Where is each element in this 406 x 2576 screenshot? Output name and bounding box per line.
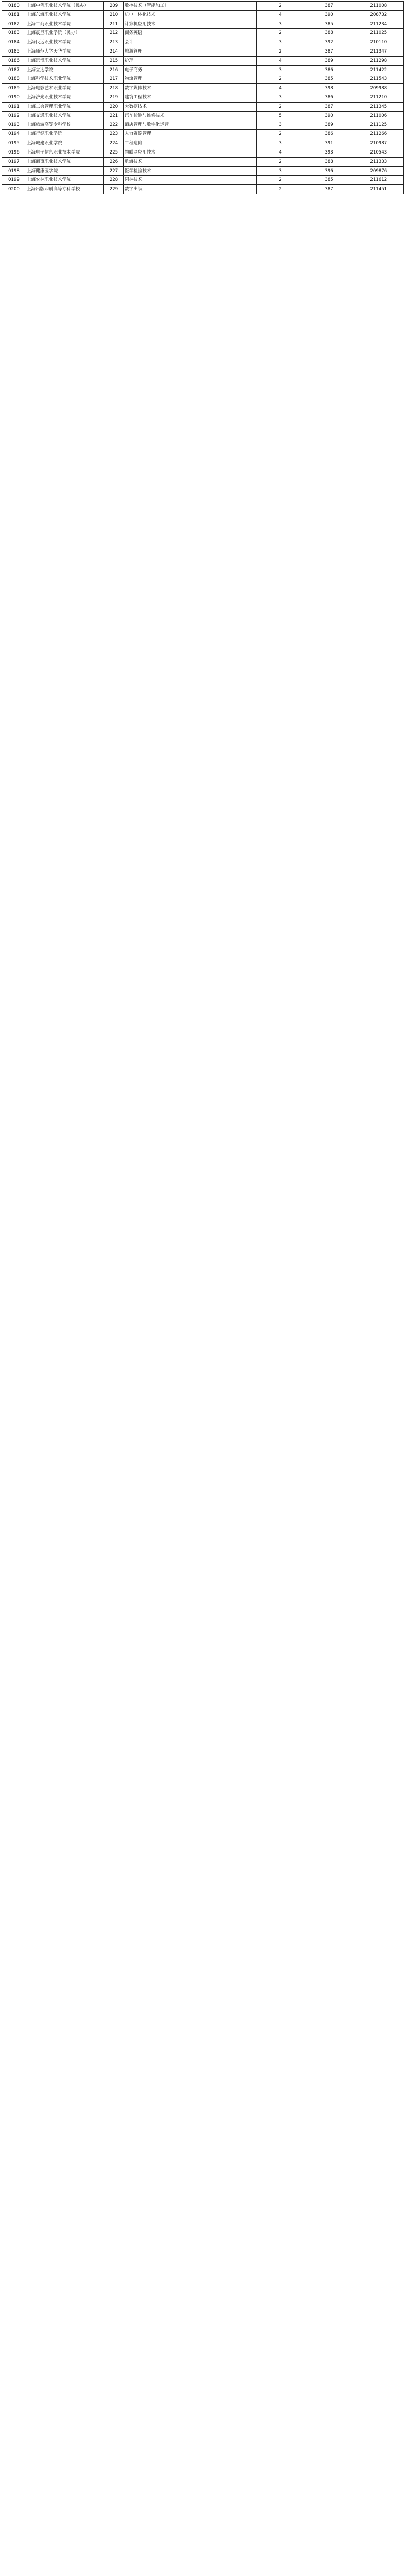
table-cell: 220 [104, 102, 124, 111]
table-cell: 386 [305, 65, 354, 75]
table-cell: 210543 [354, 148, 403, 158]
table-cell: 计算机应用技术 [124, 20, 257, 29]
table-row [2, 121, 404, 130]
table-cell: 4 [256, 84, 305, 93]
table-cell: 0198 [2, 166, 26, 176]
table-cell: 园林技术 [124, 176, 257, 185]
table-cell: 209 [104, 2, 124, 11]
table-cell: 0195 [2, 139, 26, 148]
table-cell: 210987 [354, 139, 403, 148]
table-cell: 390 [305, 111, 354, 121]
table-body [2, 2, 404, 194]
table-cell: 211266 [354, 130, 403, 139]
table-cell: 上海健康医学院 [26, 166, 103, 176]
table-cell: 上海济光职业技术学院 [26, 93, 103, 103]
table-cell: 上海农林职业技术学院 [26, 176, 103, 185]
table-cell: 211543 [354, 75, 403, 84]
table-cell: 388 [305, 29, 354, 38]
table-cell: 3 [256, 93, 305, 103]
table-cell: 211347 [354, 47, 403, 57]
table-cell: 0196 [2, 148, 26, 158]
table-row [2, 111, 404, 121]
table-cell: 211298 [354, 56, 403, 65]
table-cell: 0188 [2, 75, 26, 84]
table-cell: 217 [104, 75, 124, 84]
table-cell: 0190 [2, 93, 26, 103]
table-row [2, 38, 404, 47]
table-cell: 大数据技术 [124, 102, 257, 111]
table-cell: 228 [104, 176, 124, 185]
table-row [2, 65, 404, 75]
table-cell: 电子商务 [124, 65, 257, 75]
table-cell: 酒店管理与数字化运营 [124, 121, 257, 130]
table-cell: 5 [256, 111, 305, 121]
table-row [2, 157, 404, 166]
table-cell: 208732 [354, 10, 403, 20]
table-cell: 数字出版 [124, 185, 257, 194]
table-cell: 386 [305, 130, 354, 139]
table-cell: 214 [104, 47, 124, 57]
table-cell: 3 [256, 166, 305, 176]
table-cell: 211 [104, 20, 124, 29]
table-cell: 航海技术 [124, 157, 257, 166]
table-cell: 223 [104, 130, 124, 139]
table-cell: 210 [104, 10, 124, 20]
table-cell: 211345 [354, 102, 403, 111]
table-cell: 211612 [354, 176, 403, 185]
table-cell: 209988 [354, 84, 403, 93]
table-cell: 218 [104, 84, 124, 93]
table-cell: 工程造价 [124, 139, 257, 148]
table-row [2, 2, 404, 11]
table-cell: 0193 [2, 121, 26, 130]
table-cell: 211451 [354, 185, 403, 194]
table-row [2, 84, 404, 93]
table-cell: 4 [256, 56, 305, 65]
table-cell: 387 [305, 2, 354, 11]
table-cell: 388 [305, 157, 354, 166]
table-cell: 0182 [2, 20, 26, 29]
table-cell: 387 [305, 185, 354, 194]
table-cell: 0192 [2, 111, 26, 121]
table-cell: 212 [104, 29, 124, 38]
table-cell: 上海出版印刷高等专科学校 [26, 185, 103, 194]
table-cell: 393 [305, 148, 354, 158]
table-cell: 387 [305, 102, 354, 111]
table-row [2, 47, 404, 57]
table-cell: 211025 [354, 29, 403, 38]
table-cell: 4 [256, 148, 305, 158]
table-cell: 上海电子信息职业技术学院 [26, 148, 103, 158]
table-cell: 396 [305, 166, 354, 176]
table-cell: 211234 [354, 20, 403, 29]
table-cell: 0180 [2, 2, 26, 11]
table-cell: 3 [256, 65, 305, 75]
table-cell: 211125 [354, 121, 403, 130]
table-cell: 商务英语 [124, 29, 257, 38]
table-cell: 0185 [2, 47, 26, 57]
table-cell: 219 [104, 93, 124, 103]
table-row [2, 148, 404, 158]
table-cell: 3 [256, 20, 305, 29]
table-cell: 211008 [354, 2, 403, 11]
table-cell: 391 [305, 139, 354, 148]
table-cell: 上海震旦职业学院（民办） [26, 29, 103, 38]
table-cell: 392 [305, 38, 354, 47]
table-cell: 209876 [354, 166, 403, 176]
table-cell: 390 [305, 10, 354, 20]
table-cell: 216 [104, 65, 124, 75]
table-cell: 上海海事职业技术学院 [26, 157, 103, 166]
table-cell: 0184 [2, 38, 26, 47]
table-cell: 机电一体化技术 [124, 10, 257, 20]
table-cell: 物流管理 [124, 75, 257, 84]
table-cell: 225 [104, 148, 124, 158]
table-cell: 医学检验技术 [124, 166, 257, 176]
table-cell: 上海电影艺术职业学院 [26, 84, 103, 93]
table-cell: 387 [305, 47, 354, 57]
table-cell: 2 [256, 157, 305, 166]
table-row [2, 185, 404, 194]
table-cell: 227 [104, 166, 124, 176]
table-cell: 旅游管理 [124, 47, 257, 57]
table-cell: 上海中侨职业技术学院（民办） [26, 2, 103, 11]
table-cell: 0191 [2, 102, 26, 111]
table-cell: 4 [256, 10, 305, 20]
table-cell: 385 [305, 176, 354, 185]
table-cell: 上海行健职业学院 [26, 130, 103, 139]
table-cell: 物联网应用技术 [124, 148, 257, 158]
table-row [2, 176, 404, 185]
table-row [2, 93, 404, 103]
table-cell: 0181 [2, 10, 26, 20]
table-cell: 上海工会管理职业学院 [26, 102, 103, 111]
table-cell: 汽车检测与维修技术 [124, 111, 257, 121]
table-cell: 0187 [2, 65, 26, 75]
table-cell: 221 [104, 111, 124, 121]
table-cell: 0200 [2, 185, 26, 194]
table-row [2, 10, 404, 20]
table-cell: 护理 [124, 56, 257, 65]
table-cell: 385 [305, 20, 354, 29]
table-row [2, 139, 404, 148]
table-cell: 上海师范大学天华学院 [26, 47, 103, 57]
table-cell: 226 [104, 157, 124, 166]
admission-table [2, 1, 404, 194]
table-cell: 389 [305, 56, 354, 65]
table-cell: 385 [305, 75, 354, 84]
table-cell: 2 [256, 185, 305, 194]
table-cell: 会计 [124, 38, 257, 47]
table-cell: 上海旅游高等专科学校 [26, 121, 103, 130]
table-cell: 2 [256, 75, 305, 84]
table-row [2, 56, 404, 65]
table-cell: 213 [104, 38, 124, 47]
table-cell: 2 [256, 130, 305, 139]
table-cell: 2 [256, 102, 305, 111]
table-cell: 上海民远职业技术学院 [26, 38, 103, 47]
table-cell: 数字媒体技术 [124, 84, 257, 93]
table-row [2, 102, 404, 111]
table-cell: 2 [256, 47, 305, 57]
table-cell: 0186 [2, 56, 26, 65]
table-cell: 0197 [2, 157, 26, 166]
table-row [2, 75, 404, 84]
table-cell: 389 [305, 121, 354, 130]
table-cell: 211006 [354, 111, 403, 121]
table-cell: 210110 [354, 38, 403, 47]
table-row [2, 130, 404, 139]
table-cell: 上海交通职业技术学院 [26, 111, 103, 121]
table-cell: 3 [256, 139, 305, 148]
table-cell: 398 [305, 84, 354, 93]
table-cell: 224 [104, 139, 124, 148]
table-cell: 建筑工程技术 [124, 93, 257, 103]
table-cell: 上海城建职业学院 [26, 139, 103, 148]
table-cell: 215 [104, 56, 124, 65]
table-cell: 3 [256, 38, 305, 47]
table-cell: 上海思博职业技术学院 [26, 56, 103, 65]
table-cell: 2 [256, 29, 305, 38]
table-cell: 上海工商职业技术学院 [26, 20, 103, 29]
table-cell: 0199 [2, 176, 26, 185]
table-cell: 上海东海职业技术学院 [26, 10, 103, 20]
table-cell: 上海立达学院 [26, 65, 103, 75]
table-cell: 229 [104, 185, 124, 194]
table-cell: 211333 [354, 157, 403, 166]
table-cell: 0183 [2, 29, 26, 38]
table-cell: 211422 [354, 65, 403, 75]
table-row [2, 20, 404, 29]
table-cell: 3 [256, 121, 305, 130]
table-cell: 0189 [2, 84, 26, 93]
table-cell: 0194 [2, 130, 26, 139]
table-cell: 222 [104, 121, 124, 130]
table-cell: 数控技术（智能加工） [124, 2, 257, 11]
table-row [2, 29, 404, 38]
table-cell: 2 [256, 176, 305, 185]
table-row [2, 166, 404, 176]
table-cell: 上海科学技术职业学院 [26, 75, 103, 84]
table-cell: 2 [256, 2, 305, 11]
table-cell: 211210 [354, 93, 403, 103]
table-cell: 386 [305, 93, 354, 103]
table-cell: 人力资源管理 [124, 130, 257, 139]
